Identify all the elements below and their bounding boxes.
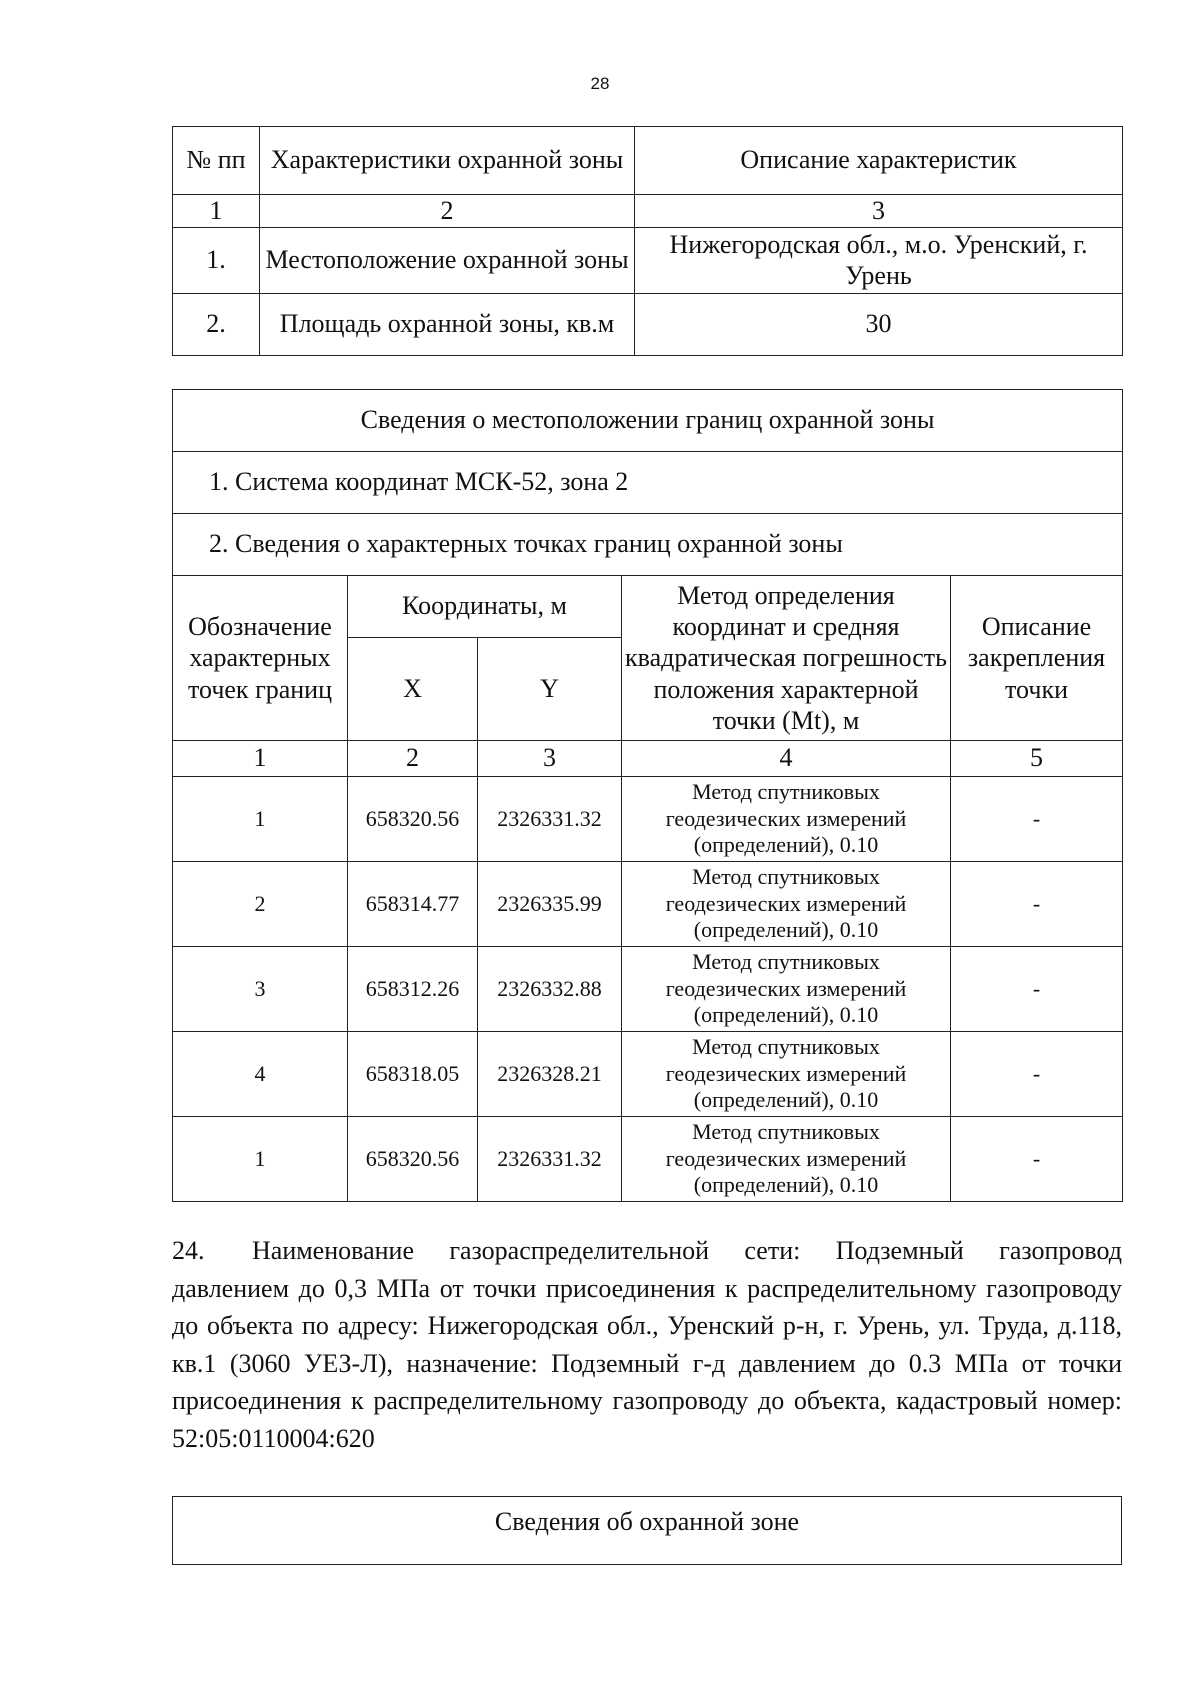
- table-cell: 4: [622, 741, 951, 777]
- method-cell: Метод спутниковых геодезических измерений (определений), 0.10: [622, 777, 951, 862]
- table-row: [173, 294, 1123, 356]
- table-cell: 2: [348, 741, 478, 777]
- method-cell: Метод спутниковых геодезических измерений (определений), 0.10: [622, 1032, 951, 1117]
- x-cell: 658314.77: [348, 862, 478, 947]
- table-cell: 1.: [173, 228, 260, 294]
- y-cell: 2326331.32: [478, 777, 622, 862]
- desc-cell: -: [951, 777, 1123, 862]
- y-cell: 2326328.21: [478, 1032, 622, 1117]
- method-cell: Метод спутниковых геодезических измерений (определений), 0.10: [622, 862, 951, 947]
- table-cell: 30: [635, 294, 1123, 356]
- protection-zone-info-table: [172, 1496, 1122, 1565]
- table-cell: Площадь охранной зоны, кв.м: [260, 294, 635, 356]
- paragraph-text: Наименование газораспределительной сети: Подземный газопровод давлением до 0,3 МПа от точки присоединения к распределительному газопроводу до объекта по адресу: Нижегородская обл., Уренский р-н, г. Урень, ул. Труда, д.118, кв.1 (3060 УЕЗ-Л), назначение: Подземный г-д давлением до 0.3 МПа от точки присоединения к распределительному газопроводу до объекта, кадастровый номер: 52:05:0110004:620: [172, 1236, 1122, 1453]
- table-row: [173, 777, 1123, 862]
- point-cell: 3: [173, 947, 348, 1032]
- x-cell: 658320.56: [348, 1117, 478, 1202]
- table-cell: 1: [173, 741, 348, 777]
- table-row: [173, 1032, 1123, 1117]
- boundary-points-table: [172, 389, 1123, 1202]
- header-cell: № пп: [173, 127, 260, 195]
- table-row: [173, 228, 1123, 294]
- coordinate-system: 1. Система координат МСК-52, зона 2: [173, 452, 1123, 514]
- col-coords-header: Координаты, м: [348, 576, 622, 638]
- y-cell: 2326331.32: [478, 1117, 622, 1202]
- table-title: Сведения об охранной зоне: [173, 1497, 1122, 1565]
- table-cell: 3: [478, 741, 622, 777]
- table-cell: 1: [173, 195, 260, 228]
- y-cell: 2326335.99: [478, 862, 622, 947]
- table-cell: 3: [635, 195, 1123, 228]
- table-cell: Нижегородская обл., м.о. Уренский, г. Урень: [635, 228, 1123, 294]
- table-cell: 2.: [173, 294, 260, 356]
- desc-cell: -: [951, 1117, 1123, 1202]
- table-header-row: [173, 127, 1123, 195]
- col-x-header: X: [348, 638, 478, 741]
- numbering-row: [173, 741, 1123, 777]
- table-cell: 5: [951, 741, 1123, 777]
- gas-network-paragraph: [172, 1232, 1122, 1457]
- desc-cell: -: [951, 1032, 1123, 1117]
- paragraph-number: 24.: [172, 1236, 205, 1265]
- method-cell: Метод спутниковых геодезических измерений (определений), 0.10: [622, 947, 951, 1032]
- numbering-row: [173, 195, 1123, 228]
- x-cell: 658312.26: [348, 947, 478, 1032]
- table-row: [173, 947, 1123, 1032]
- points-section-title: 2. Сведения о характерных точках границ охранной зоны: [173, 514, 1123, 576]
- zone-characteristics-table: [172, 126, 1123, 356]
- point-cell: 1: [173, 1117, 348, 1202]
- table-row: [173, 862, 1123, 947]
- header-cell: Описание характеристик: [635, 127, 1123, 195]
- col-point-header: Обозначение характерных точек границ: [173, 576, 348, 741]
- x-cell: 658318.05: [348, 1032, 478, 1117]
- col-desc-header: Описание закрепления точки: [951, 576, 1123, 741]
- table-cell: Местоположение охранной зоны: [260, 228, 635, 294]
- table-cell: 2: [260, 195, 635, 228]
- desc-cell: -: [951, 947, 1123, 1032]
- page-number: 28: [590, 74, 610, 93]
- table-title: Сведения о местоположении границ охранной зоны: [173, 390, 1123, 452]
- desc-cell: -: [951, 862, 1123, 947]
- point-cell: 2: [173, 862, 348, 947]
- method-cell: Метод спутниковых геодезических измерений (определений), 0.10: [622, 1117, 951, 1202]
- y-cell: 2326332.88: [478, 947, 622, 1032]
- x-cell: 658320.56: [348, 777, 478, 862]
- point-cell: 1: [173, 777, 348, 862]
- table-row: [173, 1117, 1123, 1202]
- header-cell: Характеристики охранной зоны: [260, 127, 635, 195]
- col-y-header: Y: [478, 638, 622, 741]
- point-cell: 4: [173, 1032, 348, 1117]
- col-method-header: Метод определения координат и средняя квадратическая погрешность положения характерной точки (Mt), м: [622, 576, 951, 741]
